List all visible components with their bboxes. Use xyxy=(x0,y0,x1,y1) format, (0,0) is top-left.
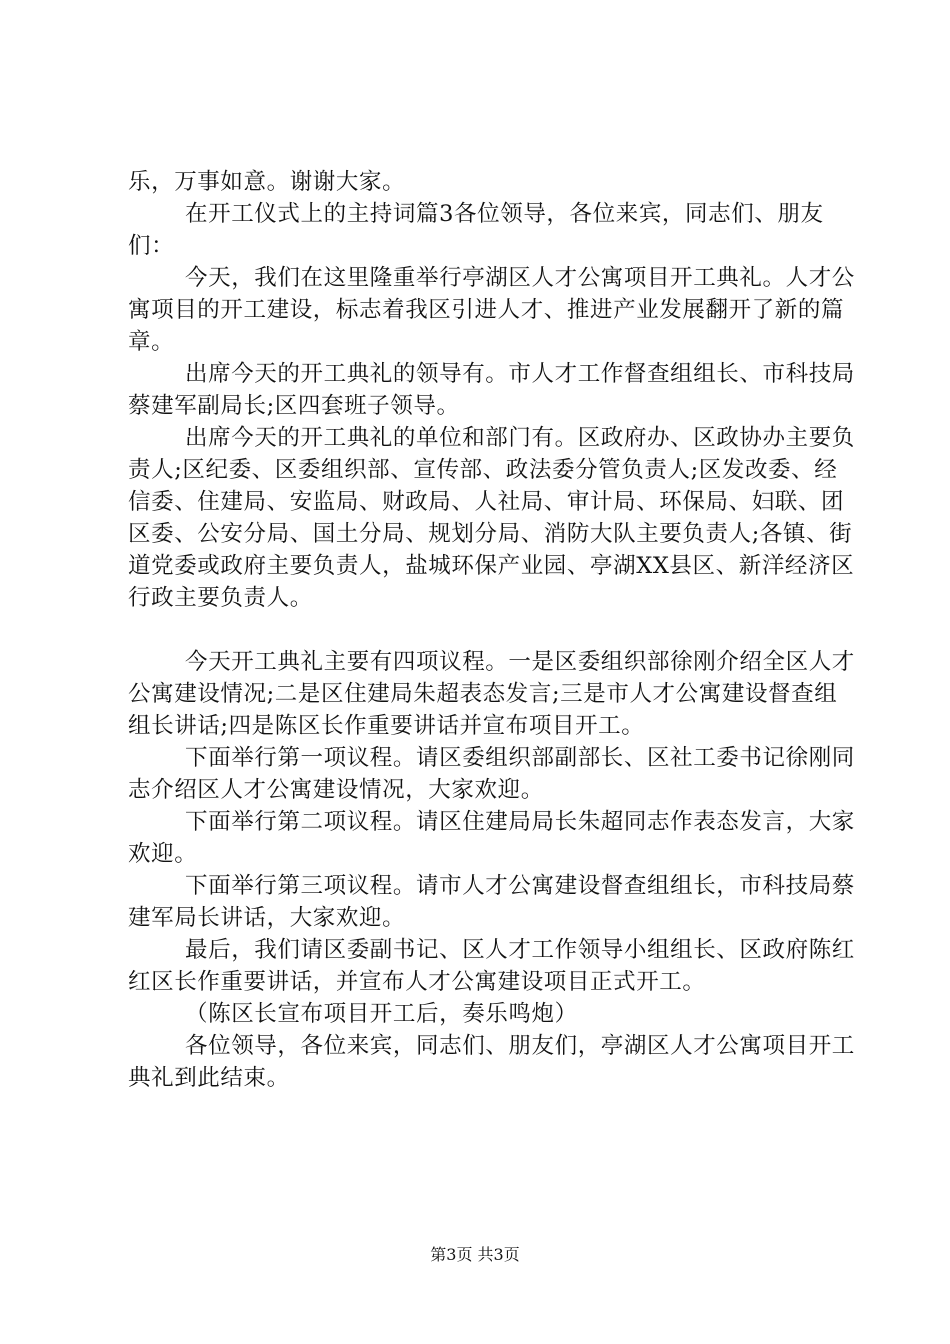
page-number-footer: 第3页 共3页 xyxy=(430,1245,520,1264)
paragraph-section-heading: 在开工仪式上的主持词篇3各位领导，各位来宾，同志们、朋友们： xyxy=(128,201,824,259)
paragraph-agenda-overview: 今天开工典礼主要有四项议程。一是区委组织部徐刚介绍全区人才公寓建设情况;二是区住建局朱超表态发言;三是市人才公寓建设督查组组长讲话;四是陈区长作重要讲话并宣布项目开工。 xyxy=(128,649,855,739)
paragraph-agenda-item-3: 下面举行第三项议程。请市人才公寓建设督查组组长，市科技局蔡建军局长讲话，大家欢迎。 xyxy=(128,873,855,931)
paragraph-agenda-item-2: 下面举行第二项议程。请区住建局局长朱超同志作表态发言，大家欢迎。 xyxy=(128,809,855,867)
paragraph-agenda-item-1: 下面举行第一项议程。请区委组织部副部长、区社工委书记徐刚同志介绍区人才公寓建设情况，大家欢迎。 xyxy=(128,745,855,803)
paragraph-attending-departments: 出席今天的开工典礼的单位和部门有。区政府办、区政协办主要负责人;区纪委、区委组织部、宣传部、政法委分管负责人;区发改委、经信委、住建局、安监局、财政局、人社局、审计局、环保局、妇联、团区委、公安分局、国土分局、规划分局、消防大队主要负责人;各镇、街道党委或政府主要负责人，盐城环保产业园、亭湖XX县区、新洋经济区行政主要负责人。 xyxy=(128,425,855,611)
paragraph-stage-direction: （陈区长宣布项目开工后，奏乐鸣炮） xyxy=(185,1001,578,1027)
document-body xyxy=(128,166,858,1094)
paragraph-conclusion: 各位领导，各位来宾，同志们、朋友们，亭湖区人才公寓项目开工典礼到此结束。 xyxy=(128,1033,855,1091)
paragraph-closing-fragment: 乐，万事如意。谢谢大家。 xyxy=(128,169,406,195)
paragraph-agenda-item-4: 最后，我们请区委副书记、区人才工作领导小组组长、区政府陈红红区长作重要讲话，并宣布人才公寓建设项目正式开工。 xyxy=(128,937,855,995)
paragraph-opening: 今天，我们在这里隆重举行亭湖区人才公寓项目开工典礼。人才公寓项目的开工建设，标志着我区引进人才、推进产业发展翻开了新的篇章。 xyxy=(128,265,855,355)
paragraph-spacer xyxy=(128,614,858,646)
paragraph-attending-leaders: 出席今天的开工典礼的领导有。市人才工作督查组组长、市科技局蔡建军副局长;区四套班子领导。 xyxy=(128,361,855,419)
